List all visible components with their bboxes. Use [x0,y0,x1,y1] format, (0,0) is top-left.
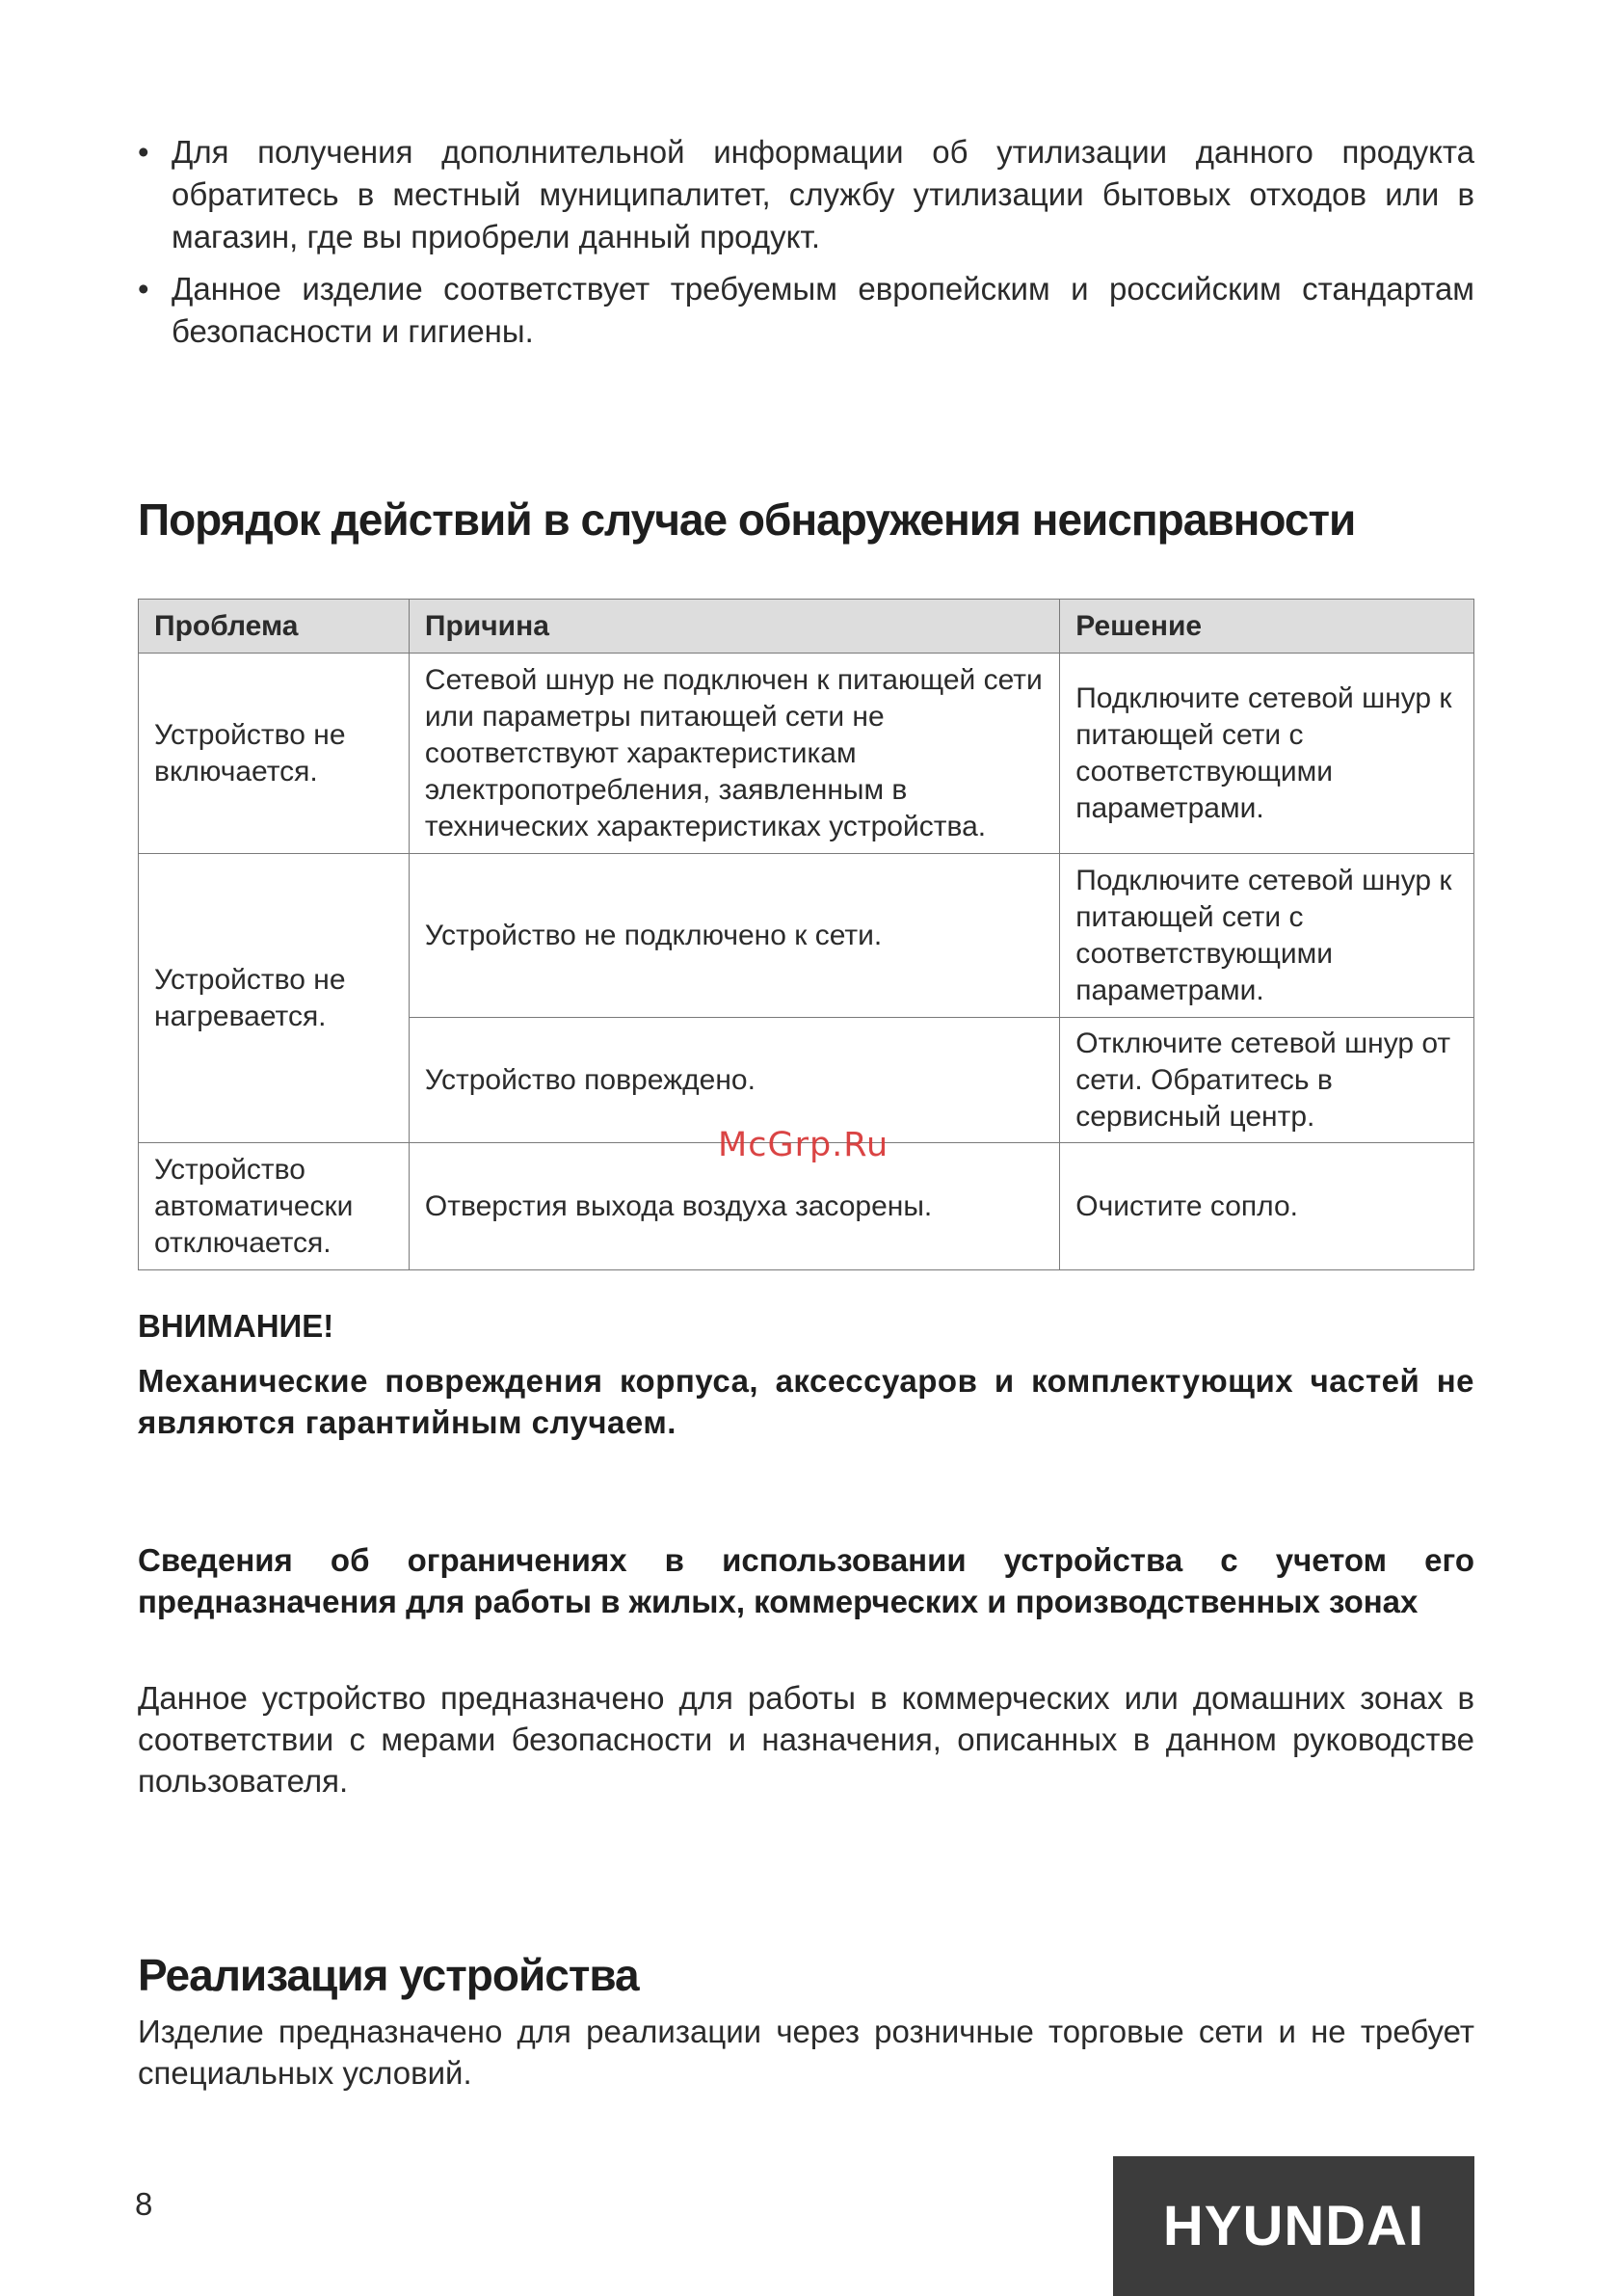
table-row [139,854,1474,1018]
cause-cell: Устройство не подключено к сети. [409,854,1059,1018]
list-item [138,131,1474,258]
column-header-solution: Решение [1060,600,1474,654]
bullet-dot-icon: • [138,134,149,170]
list-item [138,268,1474,353]
cause-cell: Отверстия выхода воздуха засорены. [409,1143,1059,1270]
disposal-bullet-list [138,131,1474,362]
troubleshooting-table [138,599,1474,1270]
problem-cell: Устройство не нагревается. [139,854,410,1143]
bullet-text: Данное изделие соответствует требуемым европейским и российским стандартам безопасности и гигиены. [172,271,1474,349]
bullet-dot-icon: • [138,271,149,307]
sale-text: Изделие предназначено для реализации через розничные торговые сети и не требует специальных условий. [138,2014,1474,2091]
table-header-row [139,600,1474,654]
cause-cell: Устройство повреждено. [409,1018,1059,1143]
cause-cell: Сетевой шнур не подключен к питающей сети или параметры питающей сети не соответствуют характеристикам электропотребления, заявленным в технических характеристиках устройства. [409,654,1059,854]
column-header-cause: Причина [409,600,1059,654]
troubleshooting-title: Порядок действий в случае обнаружения неисправности [138,494,1356,545]
table-row [139,654,1474,854]
solution-cell: Подключите сетевой шнур к питающей сети с соответствующими параметрами. [1060,854,1474,1018]
warning-title: ВНИМАНИЕ! [138,1308,334,1344]
problem-cell: Устройство автоматически отключается. [139,1143,410,1270]
problem-cell: Устройство не включается. [139,654,410,854]
solution-cell: Подключите сетевой шнур к питающей сети с соответствующими параметрами. [1060,654,1474,854]
solution-cell: Очистите сопло. [1060,1143,1474,1270]
column-header-problem: Проблема [139,600,410,654]
limits-title: Сведения об ограничениях в использовании устройства с учетом его предназначения для работы в жилых, коммерческих и производственных зонах [138,1542,1474,1619]
solution-cell: Отключите сетевой шнур от сети. Обратитесь в сервисный центр. [1060,1018,1474,1143]
warning-text: Механические повреждения корпуса, аксессуаров и комплектующих частей не являются гарантийным случаем. [138,1363,1474,1440]
sale-title: Реализация устройства [138,1950,639,2000]
page-number: 8 [135,2186,153,2222]
bullet-text: Для получения дополнительной информации об утилизации данного продукта обратитесь в местный муниципалитет, службу утилизации бытовых отходов или в магазин, где вы приобрели данный продукт. [172,134,1474,254]
watermark: McGrp.Ru [718,1126,889,1164]
limits-text: Данное устройство предназначено для работы в коммерческих или домашних зонах в соответствии с мерами безопасности и назначения, описанных в данном руководстве пользователя. [138,1680,1474,1799]
brand-logo-text: HYUNDAI [1162,2195,1425,2257]
brand-logo [1113,2156,1474,2296]
